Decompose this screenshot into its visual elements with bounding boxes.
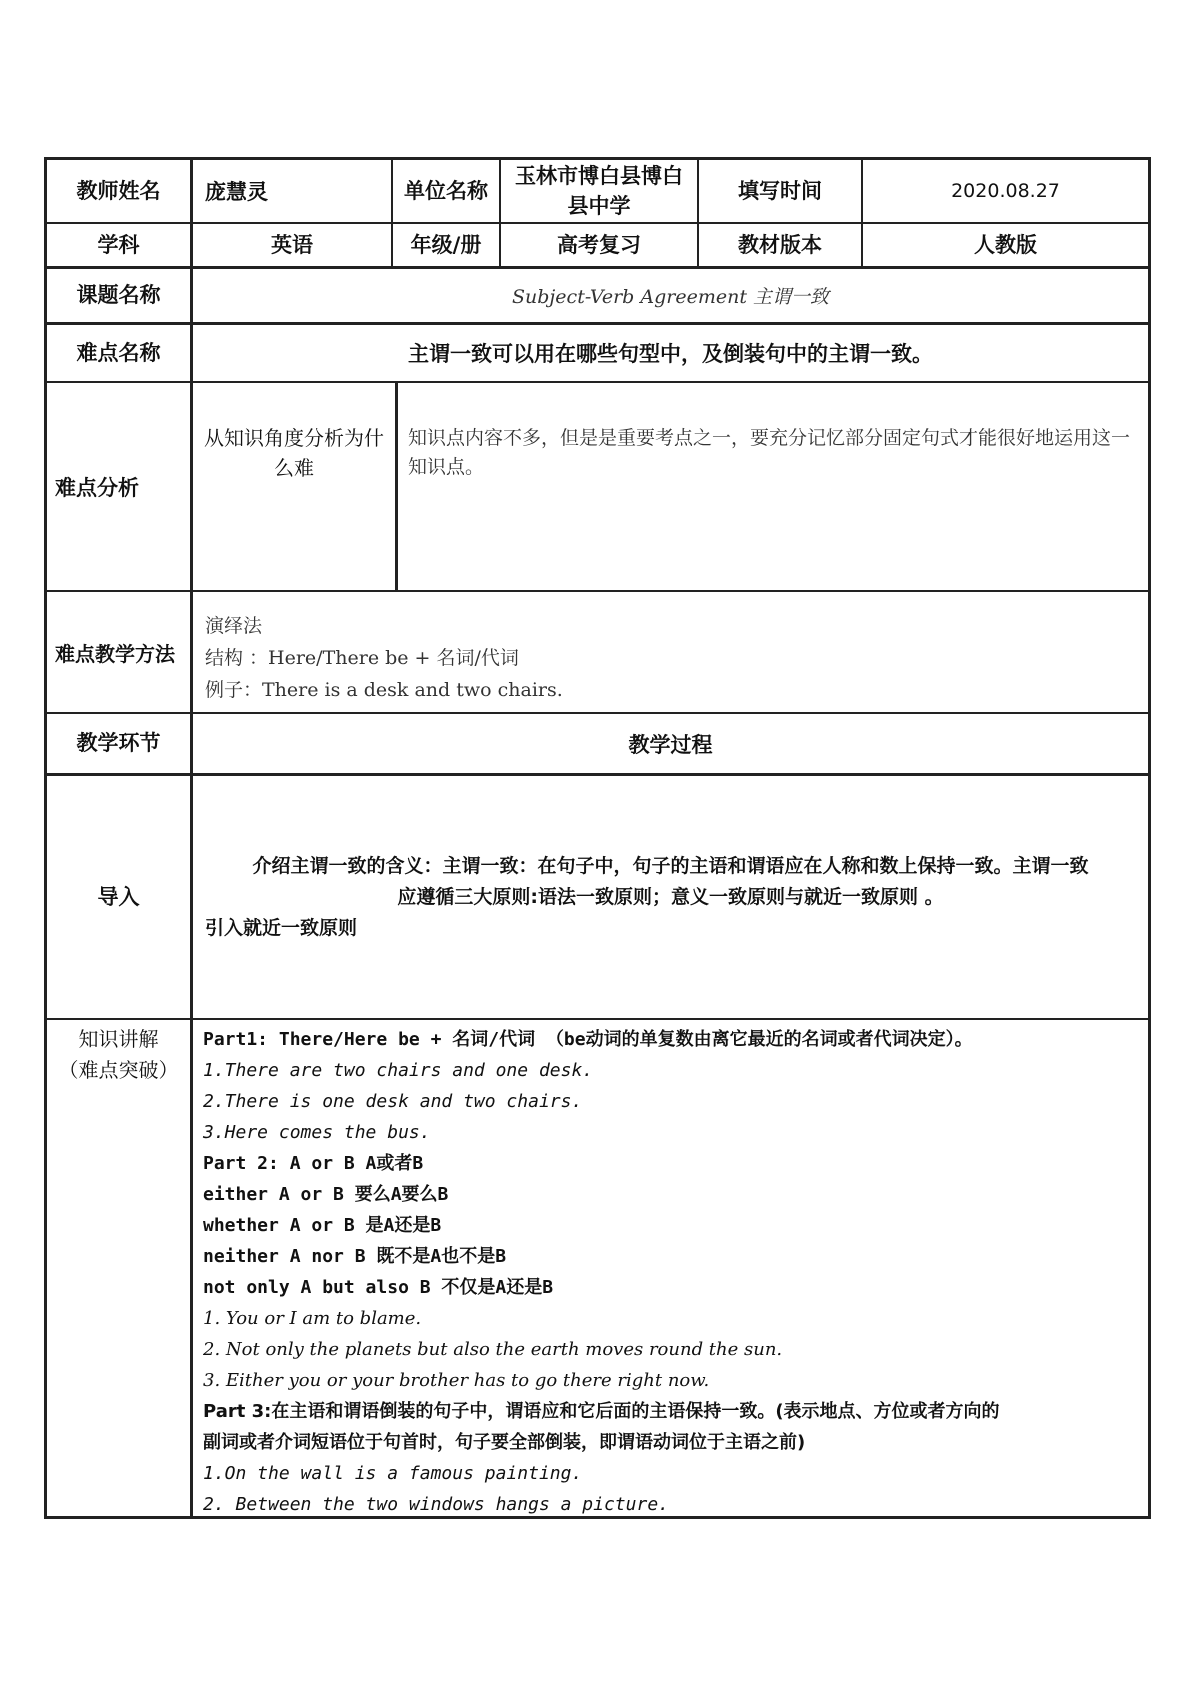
knowledge-line: Part 2: A or B A或者B [203,1153,424,1174]
teacher-label: 教师姓名 [76,178,161,203]
grade-label: 年级/册 [410,232,482,257]
knowledge-line: neither A nor B 既不是A也不是B [203,1246,507,1267]
knowledge-label [47,1020,190,1100]
knowledge-line: 2. Between the two windows hangs a picture. [203,1494,669,1515]
fill-time-label: 填写时间 [738,178,822,203]
method-content [193,592,1148,712]
knowledge-line: 副词或者介词短语位于句首时，句子要全部倒装，即谓语动词位于主语之前) [203,1432,806,1453]
knowledge-line: Part 3:在主语和谓语倒装的句子中，谓语应和它后面的主语保持一致。(表示地点、方位或者方向的 [203,1401,1000,1422]
knowledge-line: 2. Not only the planets but also the earth moves round the sun. [203,1339,783,1360]
knowledge-line: 1.There are two chairs and one desk. [203,1060,594,1081]
knowledge-label-line: 知识讲解 [78,1027,159,1051]
knowledge-line: not only A but also B 不仅是A还是B [203,1277,554,1298]
unit-name: 玉林市博白县博白县中学 [515,163,683,218]
intro-line: 引入就近一致原则 [205,916,358,939]
knowledge-line: 1.On the wall is a famous painting. [203,1463,583,1484]
intro-content [193,776,1148,1018]
method-line: 结构 ：Here/There be + 名词/代词 [205,647,519,669]
fill-time: 2020.08.27 [951,180,1060,202]
difficulty-label: 难点名称 [76,340,161,365]
method-label: 难点教学方法 [55,641,175,666]
unit-label: 单位名称 [404,178,488,203]
analysis-content: 知识点内容不多，但是是重要考点之一，要充分记忆部分固定句式才能很好地运用这一知识点。 [408,426,1131,478]
difficulty-value: 主谓一致可以用在哪些句型中，及倒装句中的主谓一致。 [408,342,933,366]
process-header-label: 教学环节 [76,731,161,756]
knowledge-label-line: （难点突破） [58,1058,179,1082]
knowledge-line: Part1: There/Here be + 名词/代词 （be动词的单复数由离它最近的名词或者代词决定）。 [203,1029,973,1050]
method-line: 演绎法 [205,615,263,637]
knowledge-line: 2.There is one desk and two chairs. [203,1091,583,1112]
method-line: 例子：There is a desk and two chairs. [205,679,563,701]
topic-label: 课题名称 [76,283,161,308]
knowledge-line: either A or B 要么A要么B [203,1184,449,1205]
analysis-sub-label: 从知识角度分析为什么难 [204,426,384,480]
edition: 人教版 [974,232,1037,257]
knowledge-line: 3.Here comes the bus. [203,1122,431,1143]
intro-line: 应遵循三大原则:语法一致原则；意义一致原则与就近一致原则 。 [397,885,944,908]
intro-line: 介绍主谓一致的含义：主谓一致：在句子中，句子的主语和谓语应在人称和数上保持一致。主谓一致 [252,854,1089,877]
knowledge-line: 1. You or I am to blame. [203,1308,422,1329]
knowledge-line: whether A or B 是A还是B [203,1215,442,1236]
teacher-name: 庞慧灵 [205,180,268,204]
edition-label: 教材版本 [738,232,822,257]
subject: 英语 [271,232,313,257]
knowledge-content [193,1020,1148,1516]
intro-label: 导入 [97,884,140,909]
topic-value: Subject-Verb Agreement 主谓一致 [512,286,829,308]
knowledge-line: 3. Either you or your brother has to go there right now. [203,1370,710,1391]
subject-label: 学科 [97,232,140,257]
grade: 高考复习 [557,232,641,257]
analysis-label: 难点分析 [55,475,139,500]
process-header-value: 教学过程 [628,732,713,757]
